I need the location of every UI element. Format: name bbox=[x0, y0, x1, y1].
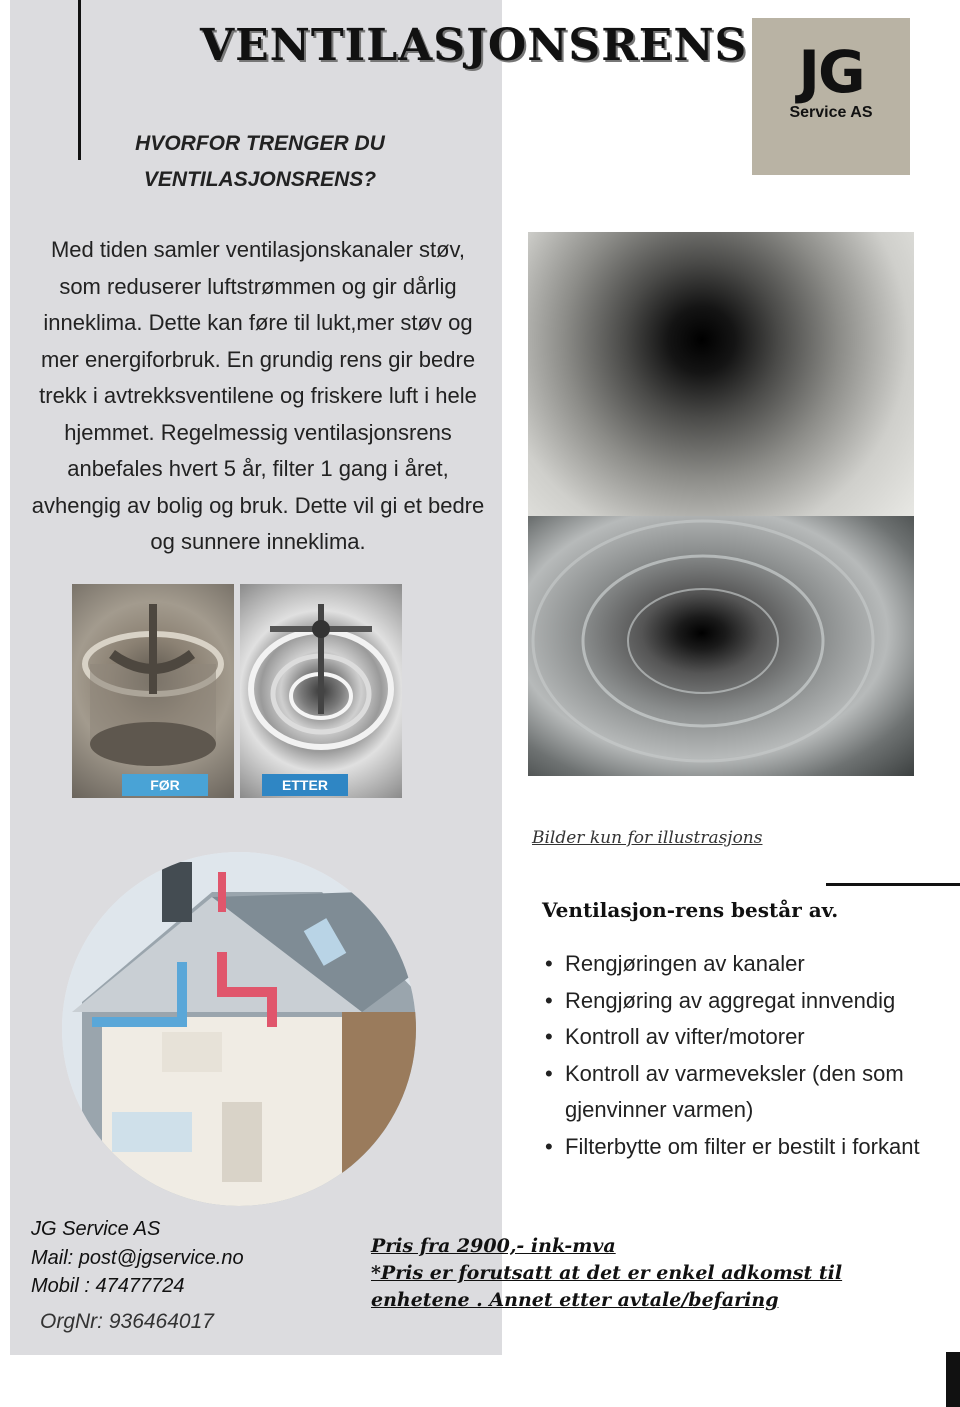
company-logo bbox=[752, 18, 910, 175]
company-name: JG Service AS bbox=[31, 1218, 161, 1240]
logo-mark: JG bbox=[798, 38, 864, 106]
price-text: Pris fra 2900,- ink-mva bbox=[371, 1235, 616, 1257]
intro-text: Med tiden samler ventilasjonskanaler støv, som reduserer luftstrømmen og gir dårlig inneklima. Dette kan føre til lukt,mer støv og mer energiforbruk. En grundig rens gir bedre trekk i avtrekksventilene og friskere luft i hele hjemmet. Regelmessig ventilasjonsrens anbefales hvert 5 år, filter 1 gang i året, avhengig av bolig og bruk. Dette vil gi et bedre og sunnere inneklima. bbox=[31, 237, 485, 554]
service-heading: Ventilasjon-rens består av. bbox=[542, 898, 839, 922]
pricing-block bbox=[371, 1233, 931, 1314]
contact-block bbox=[31, 1215, 244, 1301]
intro-question: HVORFOR TRENGER DU VENTILASJONSRENS? bbox=[135, 132, 385, 191]
dirty-duct-photo bbox=[528, 232, 914, 516]
price-note: *Pris er forutsatt at det er enkel adkomst til enhetene . Annet etter avtale/befaring bbox=[371, 1262, 843, 1311]
before-label: FØR bbox=[122, 774, 208, 796]
clean-duct-photo bbox=[528, 516, 914, 776]
contact-email[interactable]: Mail: post@jgservice.no bbox=[31, 1246, 244, 1269]
fan-before-photo bbox=[72, 584, 234, 798]
service-list bbox=[545, 946, 945, 1165]
service-item: • Rengjøringen av kanaler bbox=[545, 946, 945, 983]
service-item: • Filterbytte om filter er bestilt i forkant bbox=[545, 1129, 945, 1166]
page-edge-mark bbox=[946, 1352, 960, 1407]
house-ventilation-illustration bbox=[62, 852, 416, 1206]
section-divider-line bbox=[826, 883, 960, 886]
logo-subtitle: Service AS bbox=[789, 104, 873, 121]
duct-rings-illustration bbox=[528, 516, 914, 776]
service-item: • Rengjøring av aggregat innvendig bbox=[545, 983, 945, 1020]
image-caption: Bilder kun for illustrasjons bbox=[532, 828, 763, 848]
contact-phone[interactable]: Mobil : 47477724 bbox=[31, 1275, 185, 1297]
fan-after-photo bbox=[240, 584, 402, 798]
title-divider-line bbox=[78, 0, 81, 160]
house-icon bbox=[62, 852, 416, 1206]
fan-before-illustration bbox=[72, 584, 234, 798]
org-number: OrgNr: 936464017 bbox=[40, 1310, 214, 1333]
after-label: ETTER bbox=[262, 774, 348, 796]
page-title: VENTILASJONSRENS bbox=[200, 20, 748, 71]
fan-after-illustration bbox=[240, 584, 402, 798]
service-item: • Kontroll av varmeveksler (den som gjenvinner varmen) bbox=[545, 1056, 945, 1129]
service-item: • Kontroll av vifter/motorer bbox=[545, 1019, 945, 1056]
